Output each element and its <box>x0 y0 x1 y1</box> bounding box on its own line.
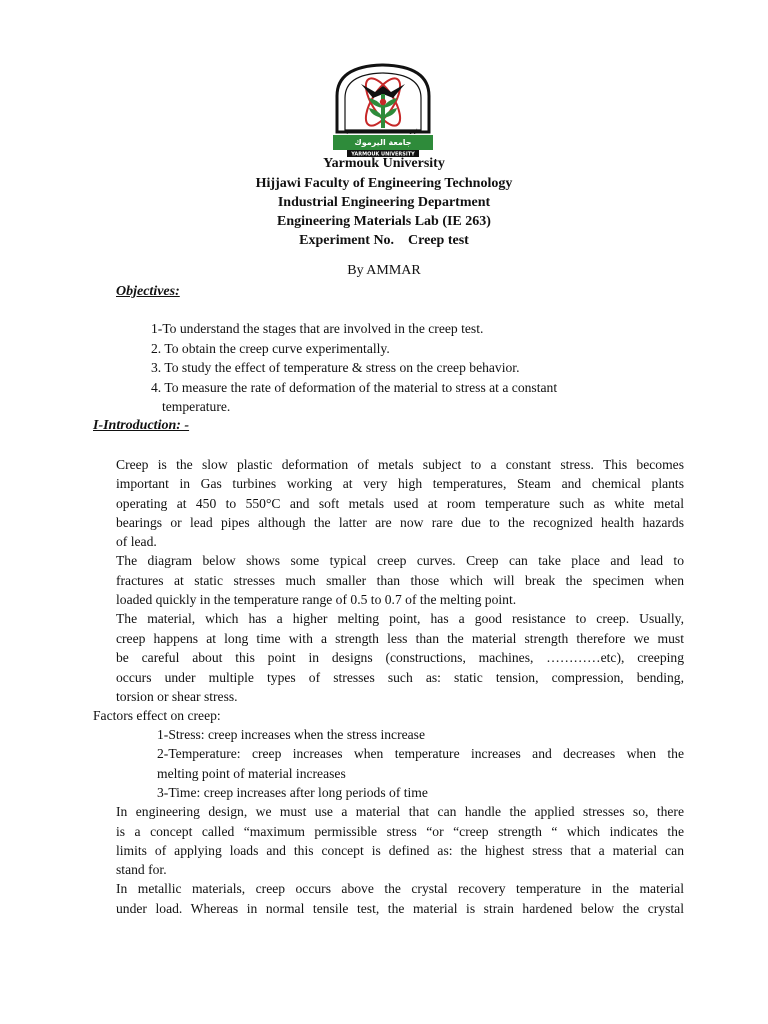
intro-paragraph-2-line: The diagram below shows some typical creep curves. Creep can take place and lead to <box>116 553 684 568</box>
intro-paragraph-3-line: The material, which has a higher melting point, has a good resistance to creep. Usually, <box>116 611 684 626</box>
intro-paragraph-3-line: creep happens at long time with a strength less than the material strength therefore we must <box>116 631 684 646</box>
department-name: Industrial Engineering Department <box>277 195 491 210</box>
svg-text:JORDAN: JORDAN <box>347 129 363 134</box>
university-name: Yarmouk University <box>323 156 445 171</box>
factor-item: 2-Temperature: creep increases when temperature increases and decreases when the <box>157 746 684 761</box>
experiment-title: Experiment No. Creep test <box>299 233 469 248</box>
svg-text:جامعة اليرموك: جامعة اليرموك <box>354 138 412 147</box>
objective-item: 4. To measure the rate of deformation of the material to stress at a constant <box>151 380 558 395</box>
intro-paragraph-3-line: torsion or shear stress. <box>116 689 238 704</box>
objective-item: 1-To understand the stages that are involved in the creep test. <box>151 321 484 336</box>
objective-item: 2. To obtain the creep curve experimentally. <box>151 341 390 356</box>
intro-paragraph-3-line: occurs under multiple types of stresses such as: static tension, compression, bending, <box>116 670 684 685</box>
factor-item: 3-Time: creep increases after long periods of time <box>157 785 428 800</box>
objective-item-continued: temperature. <box>162 399 231 414</box>
factors-heading: Factors effect on creep: <box>93 708 221 723</box>
factor-item-continued: melting point of material increases <box>157 766 346 781</box>
intro-paragraph-4-line: limits of applying loads and this concept is defined as: the highest stress that a material can <box>116 843 684 858</box>
svg-text:الأردن: الأردن <box>409 130 421 135</box>
intro-paragraph-5-line: In metallic materials, creep occurs above the crystal recovery temperature in the material <box>116 881 684 896</box>
intro-paragraph-3-line: be careful about this point in designs (constructions, machines, …………etc), creeping <box>116 650 684 665</box>
intro-paragraph-2-line: fractures at static stresses much smaller than those which will break the specimen when <box>116 573 684 588</box>
faculty-name: Hijjawi Faculty of Engineering Technology <box>255 176 513 191</box>
objective-item: 3. To study the effect of temperature & stress on the creep behavior. <box>151 360 520 375</box>
factor-item: 1-Stress: creep increases when the stress increase <box>157 727 425 742</box>
intro-paragraph-4-line: stand for. <box>116 862 167 877</box>
intro-paragraph-4-line: In engineering design, we must use a material that can handle the applied stresses so, there <box>116 804 684 819</box>
author-byline: By AMMAR <box>347 263 421 278</box>
intro-paragraph-4-line: is a concept called “maximum permissible stress “or “creep strength “ which indicates the <box>116 824 684 839</box>
intro-paragraph-5-line: under load. Whereas in normal tensile test, the material is strain hardened below the crystal <box>116 901 684 916</box>
intro-paragraph-1-line: Creep is the slow plastic deformation of metals subject to a constant stress. This becomes <box>116 457 684 472</box>
intro-paragraph-2-line: loaded quickly in the temperature range of 0.5 to 0.7 of the melting point. <box>116 592 517 607</box>
university-logo <box>333 62 433 158</box>
intro-paragraph-1-line: operating at 450 to 550°C and soft metals used at room temperature such as white metal <box>116 496 684 511</box>
intro-paragraph-1-line: bearings or lead pipes although the latter are now rare due to the recognized health hazards <box>116 515 684 530</box>
intro-paragraph-1-line: of lead. <box>116 534 157 549</box>
objectives-heading: Objectives: <box>116 284 180 299</box>
intro-paragraph-1-line: important in Gas turbines working at very high temperatures, Steam and chemical plants <box>116 476 684 491</box>
logo-nucleus <box>380 99 386 105</box>
introduction-heading: I-Introduction: - <box>93 418 190 433</box>
svg-text:YARMOUK UNIVERSITY: YARMOUK UNIVERSITY <box>351 151 415 158</box>
lab-name: Engineering Materials Lab (IE 263) <box>277 214 491 229</box>
